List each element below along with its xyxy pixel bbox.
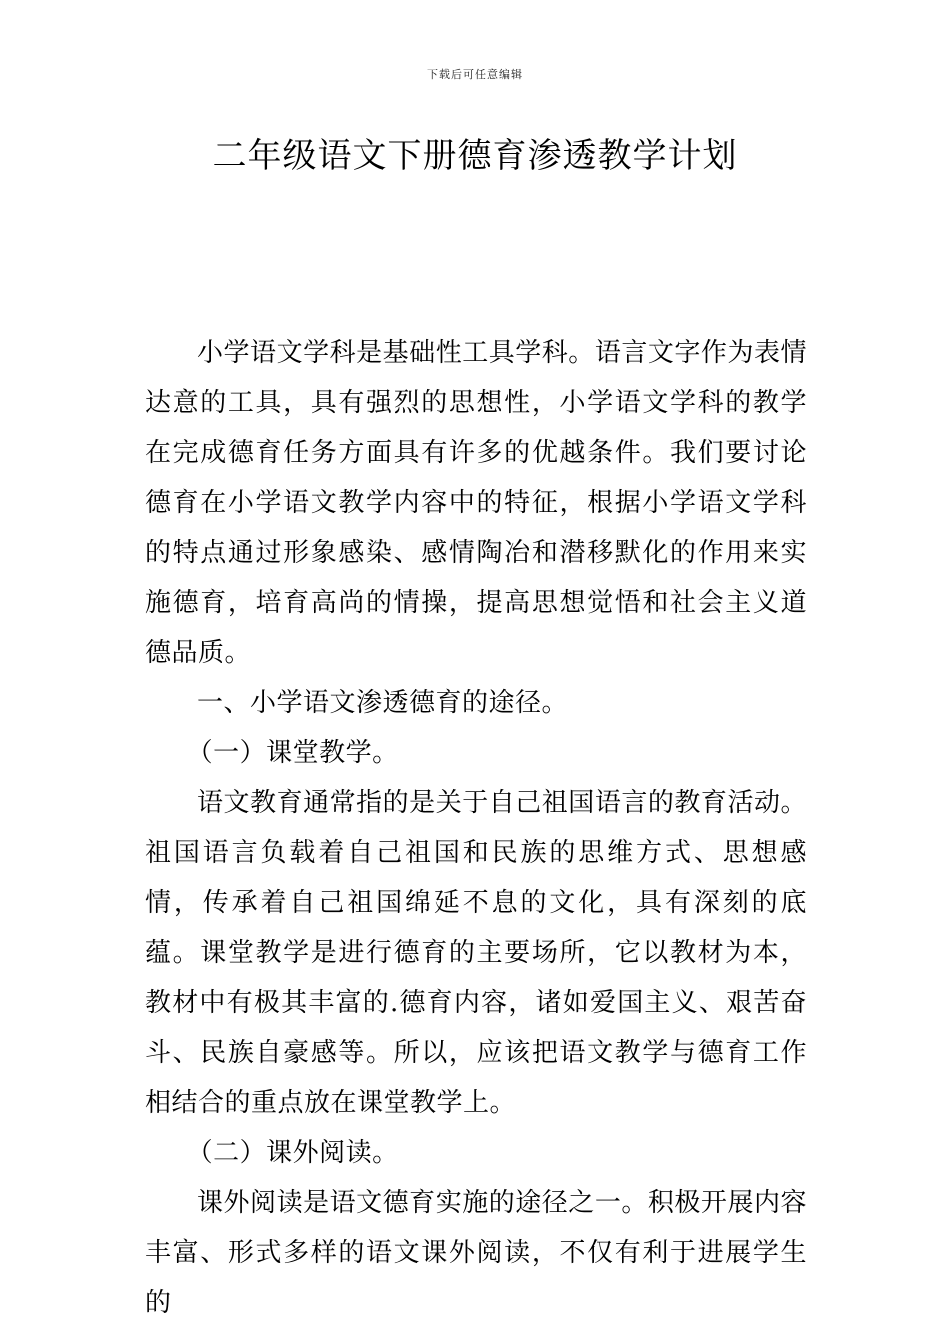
subsection-heading-classroom: （一）课堂教学。 bbox=[186, 738, 399, 768]
section-heading-1: 一、小学语文渗透德育的途径。 bbox=[197, 688, 569, 718]
paragraph-intro: 小学语文学科是基础性工具学科。语言文字作为表情达意的工具，具有强烈的思想性，小学语文学科的教学在完成德育任务方面具有许多的优越条件。我们要讨论德育在小学语文教学内容中的特征，根据小学语文学科的特点通过形象感染、感情陶冶和潜移默化的作用来实施德育，培育高尚的情操，提高思想觉悟和社会主义道德品质。 bbox=[145, 338, 807, 668]
document-title: 二年级语文下册德育渗透教学计划 bbox=[212, 136, 738, 176]
paragraph-classroom: 语文教育通常指的是关于自己祖国语言的教育活动。祖国语言负载着自己祖国和民族的思维方式、思想感情，传承着自己祖国绵延不息的文化，具有深刻的底蕴。课堂教学是进行德育的主要场所，它以教材为本，教材中有极其丰富的.德育内容，诸如爱国主义、艰苦奋斗、民族自豪感等。所以，应该把语文教学与德育工作相结合的重点放在课堂教学上。 bbox=[145, 788, 807, 1118]
subsection-heading-reading: （二）课外阅读。 bbox=[186, 1138, 399, 1168]
document-body bbox=[145, 328, 807, 1328]
paragraph-reading: 课外阅读是语文德育实施的途径之一。积极开展内容丰富、形式多样的语文课外阅读，不仅有利于进展学生的 bbox=[145, 1188, 807, 1318]
header-note: 下载后可任意编辑 bbox=[427, 68, 523, 81]
